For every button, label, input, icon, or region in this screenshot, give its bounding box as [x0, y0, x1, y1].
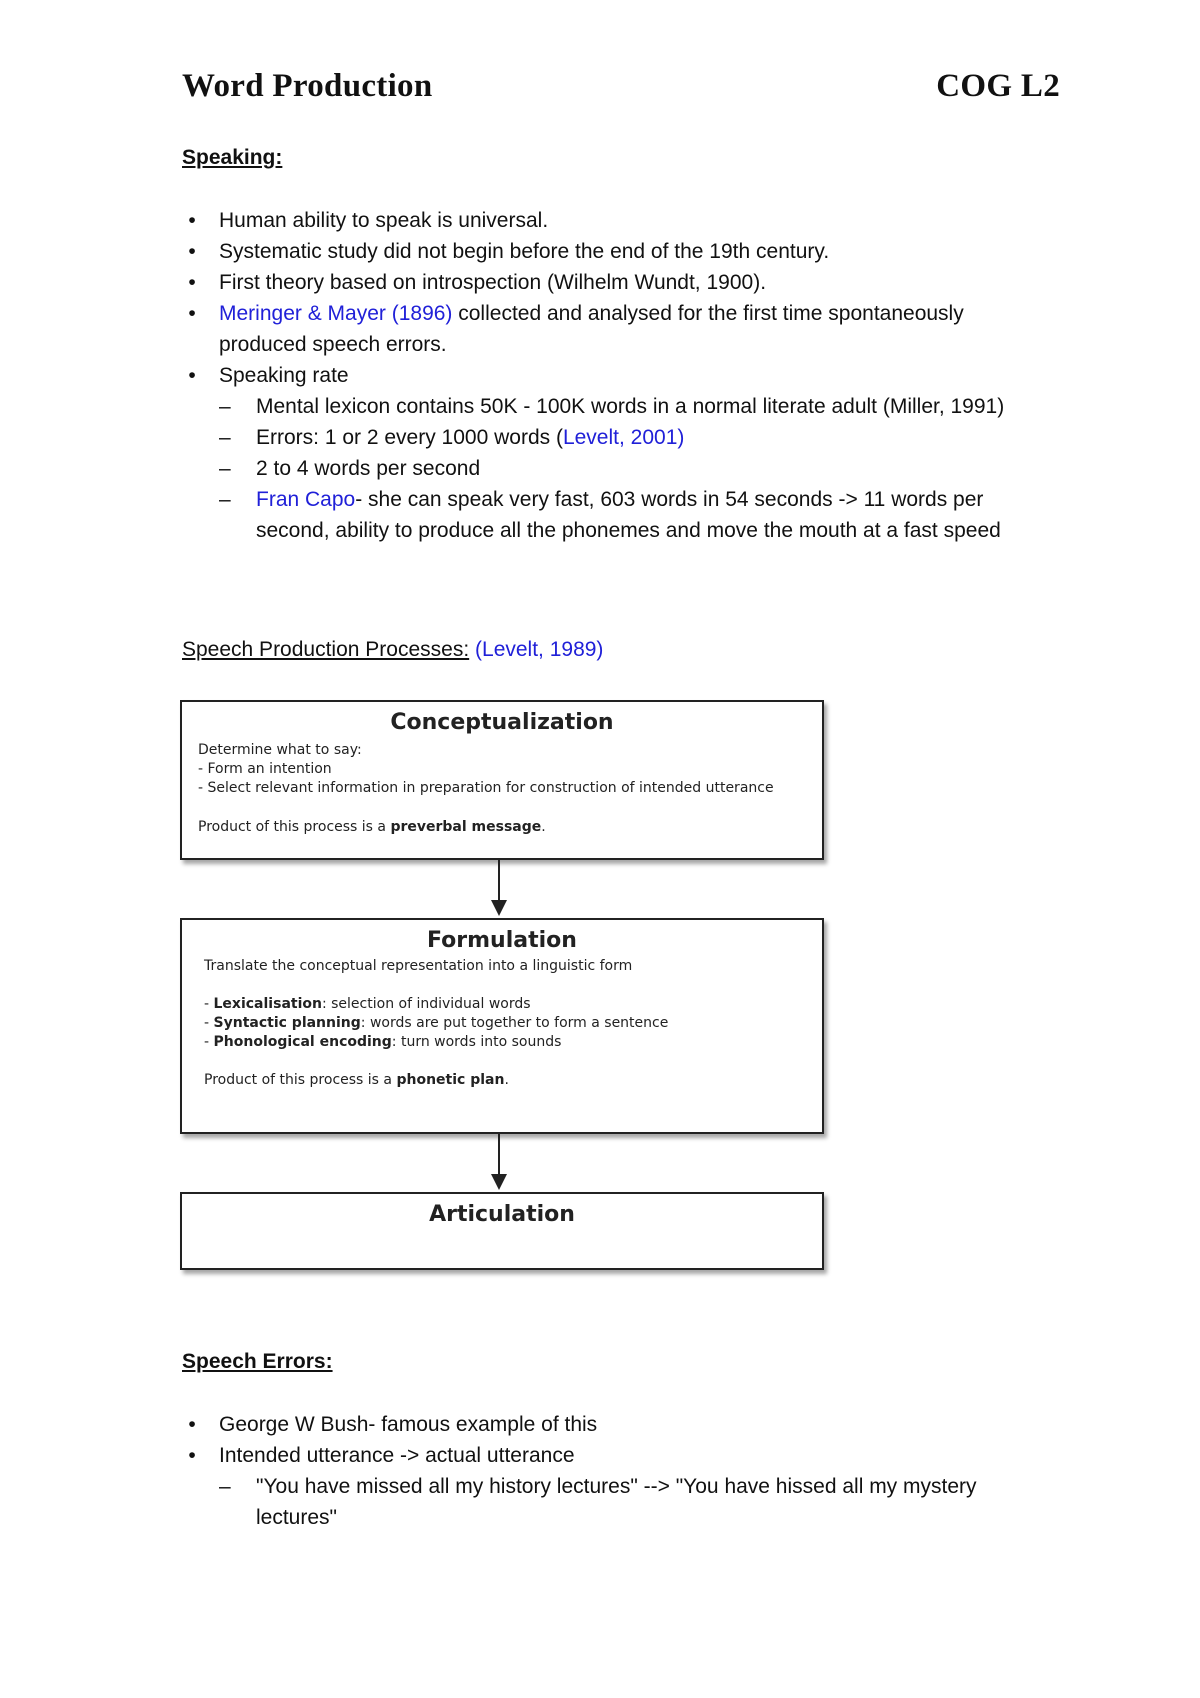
conceptualization-box — [180, 700, 824, 860]
box-text: - Select relevant information in preparation for construction of intended utterance — [198, 780, 774, 796]
citation-link[interactable]: Meringer & Mayer (1896) — [219, 302, 453, 325]
list-item: • George W Bush- famous example of this — [188, 1413, 598, 1436]
speaking-heading: Speaking: — [182, 146, 283, 169]
errors-heading: Speech Errors: — [182, 1350, 333, 1373]
arrow-head-icon — [491, 1174, 507, 1190]
list-item: • First theory based on introspection (Wilhelm Wundt, 1900). — [188, 271, 767, 294]
flow-arrow — [498, 1132, 500, 1178]
speaking-list — [182, 205, 1042, 546]
box-text: - Form an intention — [198, 761, 332, 777]
speaking-rate-sublist — [219, 391, 1042, 546]
list-item: • Speaking rate – Mental lexicon contains 50K - 100K words in a normal literate adult (Miller, 1991) – Errors: 1 or 2 every 1000 words (Levelt, 2001) – 2 to 4 words per second – Fran Capo- she can speak very fast, 603 words in 54 seconds -> 11 words per second, ability to produce all the phonemes and move the mouth at a fast speed — [182, 360, 1042, 546]
box-product: Product of this process is a phonetic plan. — [204, 1072, 509, 1088]
box-text: Translate the conceptual representation into a linguistic form — [204, 958, 633, 974]
course-code: COG L2 — [936, 68, 1060, 104]
list-item: • Intended utterance -> actual utterance – "You have missed all my history lectures" --> "You have hissed all my mystery lectures" — [182, 1440, 1042, 1533]
box-text: - Lexicalisation: selection of individual words — [204, 996, 531, 1012]
errors-list — [182, 1409, 1042, 1533]
box-title: Formulation — [427, 928, 577, 953]
list-item: • Meringer & Mayer (1896) collected and analysed for the first time spontaneously produced speech errors. — [188, 302, 964, 356]
formulation-box — [180, 918, 824, 1134]
list-item: • Systematic study did not begin before the end of the 19th century. — [188, 240, 830, 263]
box-text: - Phonological encoding: turn words into sounds — [204, 1034, 562, 1050]
list-item: – Mental lexicon contains 50K - 100K words in a normal literate adult (Miller, 1991) — [219, 395, 1005, 418]
articulation-box — [180, 1192, 824, 1270]
list-item: – Errors: 1 or 2 every 1000 words (Levelt, 2001) — [219, 426, 685, 449]
processes-heading-row — [182, 638, 603, 662]
citation-link[interactable]: (Levelt, 1989) — [475, 638, 604, 661]
citation-link[interactable]: Fran Capo — [256, 488, 356, 511]
page-title: Word Production — [182, 68, 433, 104]
box-text: - Syntactic planning: words are put together to form a sentence — [204, 1015, 669, 1031]
processes-heading: Speech Production Processes: — [182, 638, 470, 661]
box-text: Determine what to say: — [198, 742, 362, 758]
citation-link[interactable]: Levelt, 2001) — [562, 426, 685, 449]
box-title: Conceptualization — [390, 710, 614, 735]
errors-sublist — [219, 1471, 1042, 1533]
box-product: Product of this process is a preverbal message. — [198, 819, 546, 835]
flow-arrow — [498, 858, 500, 904]
list-item: – "You have missed all my history lectures" --> "You have hissed all my mystery lectures" — [219, 1475, 977, 1529]
box-title: Articulation — [429, 1202, 575, 1227]
list-item: – Fran Capo- she can speak very fast, 603 words in 54 seconds -> 11 words per second, ability to produce all the phonemes and move the mouth at a fast speed — [219, 488, 1001, 542]
list-item: • Human ability to speak is universal. — [188, 209, 549, 232]
arrow-head-icon — [491, 900, 507, 916]
list-item: – 2 to 4 words per second — [219, 457, 481, 480]
